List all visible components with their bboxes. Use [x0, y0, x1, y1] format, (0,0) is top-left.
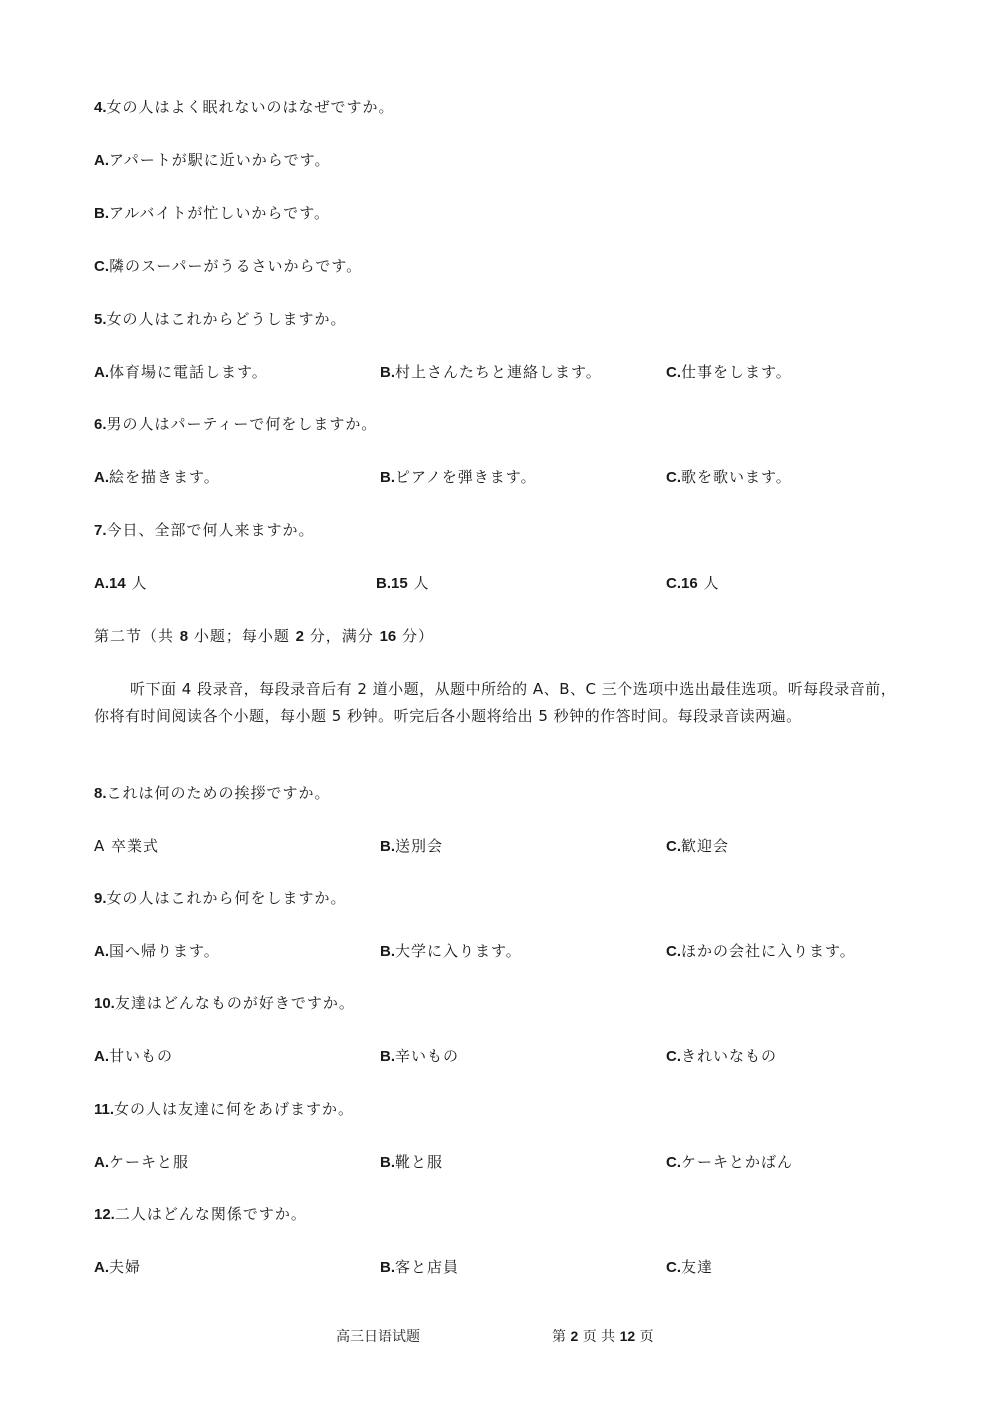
- option-letter: B.: [380, 1154, 395, 1171]
- page-total: 12: [619, 1328, 636, 1344]
- question-7: [94, 519, 315, 540]
- question-text: 女の人はこれから何をしますか。: [106, 889, 347, 907]
- option-6c: [666, 466, 792, 487]
- option-text: 靴と服: [395, 1153, 444, 1171]
- question-count: 8: [179, 628, 189, 645]
- page-text: 页: [635, 1329, 654, 1345]
- question-number: 5.: [94, 311, 107, 328]
- question-text: 女の人はこれからどうしますか。: [106, 310, 347, 328]
- option-12a: [94, 1256, 141, 1277]
- option-12c: [666, 1256, 713, 1277]
- instructions-paragraph: 听下面 4 段录音，每段录音后有 2 道小题，从题中所给的 A、B、C 三个选项中选出最佳选项。听每段录音前，你将有时间阅读各个小题，每小题 5 秒钟。听完后各小题将给出 5 秒钟的作答时间。每段录音读两遍。: [94, 680, 897, 725]
- option-7c: [666, 572, 719, 593]
- question-text: 男の人はパーティーで何をしますか。: [106, 415, 378, 433]
- option-text: 絵を描きます。: [109, 468, 220, 486]
- option-text: ケーキと服: [109, 1153, 190, 1171]
- option-text: 送別会: [395, 837, 444, 855]
- question-number: 12.: [94, 1206, 115, 1223]
- option-letter: A.: [94, 1154, 109, 1171]
- option-10a: [94, 1045, 173, 1066]
- option-text: 仕事をします。: [681, 363, 792, 381]
- question-8: [94, 782, 331, 803]
- option-letter: C.: [666, 1048, 681, 1065]
- option-letter: A.: [94, 943, 109, 960]
- option-text: 辛いもの: [395, 1047, 460, 1065]
- question-text: これは何のための挨拶ですか。: [106, 784, 331, 802]
- option-letter: B.: [376, 575, 391, 592]
- page-current: 2: [570, 1328, 579, 1344]
- option-4b: [94, 202, 330, 223]
- question-text: 女の人はよく眠れないのはなぜですか。: [106, 98, 395, 116]
- option-letter: A.: [94, 1259, 109, 1276]
- question-number: 9.: [94, 890, 107, 907]
- option-9b: [380, 940, 522, 961]
- option-letter: A.: [94, 575, 109, 592]
- option-10b: [380, 1045, 459, 1066]
- question-text: 二人はどんな関係ですか。: [114, 1205, 307, 1223]
- option-value: 16: [681, 575, 698, 592]
- option-text: 歌を歌います。: [681, 468, 792, 486]
- option-5c: [666, 361, 792, 382]
- option-5a: [94, 361, 268, 382]
- option-text: ほかの会社に入ります。: [681, 942, 856, 960]
- option-letter: C.: [666, 575, 681, 592]
- option-text: 歓迎会: [681, 837, 730, 855]
- option-11b: [380, 1151, 443, 1172]
- option-text: 村上さんたちと連絡します。: [395, 363, 602, 381]
- option-letter: C.: [666, 469, 681, 486]
- question-number: 7.: [94, 522, 107, 539]
- option-letter: A.: [94, 364, 109, 381]
- option-10c: [666, 1045, 777, 1066]
- option-letter: A.: [94, 152, 109, 169]
- option-text: 甘いもの: [109, 1047, 174, 1065]
- option-letter: B.: [380, 838, 395, 855]
- option-unit: 人: [407, 574, 430, 592]
- option-text: 卒業式: [111, 837, 160, 855]
- option-unit: 人: [697, 574, 720, 592]
- option-letter: C.: [666, 364, 681, 381]
- option-8a: [94, 835, 159, 856]
- points-each: 2: [295, 628, 305, 645]
- option-letter: C.: [666, 943, 681, 960]
- question-5: [94, 308, 347, 329]
- option-text: 友達: [681, 1258, 714, 1276]
- option-9c: [666, 940, 856, 961]
- heading-part: 分）: [396, 627, 435, 645]
- option-7a: [94, 572, 147, 593]
- option-12b: [380, 1256, 459, 1277]
- option-text: きれいなもの: [681, 1047, 778, 1065]
- option-4a: [94, 149, 330, 170]
- heading-part: 第二节（共: [94, 627, 180, 645]
- question-4: [94, 96, 395, 117]
- option-text: ピアノを弾きます。: [395, 468, 537, 486]
- footer-exam-title: 高三日语试题: [336, 1329, 420, 1345]
- option-text: ケーキとかばん: [681, 1153, 794, 1171]
- option-unit: 人: [125, 574, 148, 592]
- question-number: 4.: [94, 99, 107, 116]
- option-6b: [380, 466, 537, 487]
- option-text: アルバイトが忙しいからです。: [109, 204, 331, 222]
- option-letter: B.: [380, 469, 395, 486]
- section-heading: [94, 625, 434, 646]
- page-text: 第: [552, 1329, 571, 1345]
- heading-part: 小题；每小题: [188, 627, 296, 645]
- option-letter: C.: [666, 1259, 681, 1276]
- option-11c: [666, 1151, 793, 1172]
- option-8b: [380, 835, 443, 856]
- question-number: 6.: [94, 416, 107, 433]
- option-text: 大学に入ります。: [395, 942, 522, 960]
- option-text: 体育場に電話します。: [109, 363, 268, 381]
- question-text: 女の人は友達に何をあげますか。: [114, 1100, 355, 1118]
- option-value: 14: [109, 575, 126, 592]
- question-10: [94, 992, 355, 1013]
- question-text: 友達はどんなものが好きですか。: [114, 994, 355, 1012]
- option-text: アパートが駅に近いからです。: [109, 151, 331, 169]
- option-letter: B.: [380, 943, 395, 960]
- option-letter: C.: [666, 838, 681, 855]
- option-text: 国へ帰ります。: [109, 942, 220, 960]
- option-letter: A: [94, 837, 112, 855]
- option-6a: [94, 466, 220, 487]
- question-12: [94, 1203, 307, 1224]
- option-letter: A.: [94, 1048, 109, 1065]
- footer-page-number: [552, 1326, 654, 1346]
- option-value: 15: [391, 575, 408, 592]
- page-text: 页 共: [578, 1329, 620, 1345]
- option-7b: [376, 572, 429, 593]
- option-4c: [94, 255, 362, 276]
- heading-part: 分，满分: [304, 627, 380, 645]
- option-letter: B.: [380, 1048, 395, 1065]
- question-11: [94, 1098, 354, 1119]
- option-text: 客と店員: [395, 1258, 460, 1276]
- option-11a: [94, 1151, 189, 1172]
- option-letter: C.: [94, 258, 109, 275]
- option-text: 隣のスーパーがうるさいからです。: [109, 257, 363, 275]
- option-letter: A.: [94, 469, 109, 486]
- question-6: [94, 413, 377, 434]
- option-letter: C.: [666, 1154, 681, 1171]
- option-9a: [94, 940, 220, 961]
- option-letter: B.: [380, 1259, 395, 1276]
- option-letter: B.: [94, 205, 109, 222]
- option-letter: B.: [380, 364, 395, 381]
- question-number: 10.: [94, 995, 115, 1012]
- question-9: [94, 887, 347, 908]
- option-8c: [666, 835, 729, 856]
- option-text: 夫婦: [109, 1258, 142, 1276]
- option-5b: [380, 361, 602, 382]
- question-number: 8.: [94, 785, 107, 802]
- question-number: 11.: [94, 1101, 115, 1118]
- total-points: 16: [379, 628, 397, 645]
- question-text: 今日、全部で何人来ますか。: [106, 521, 315, 539]
